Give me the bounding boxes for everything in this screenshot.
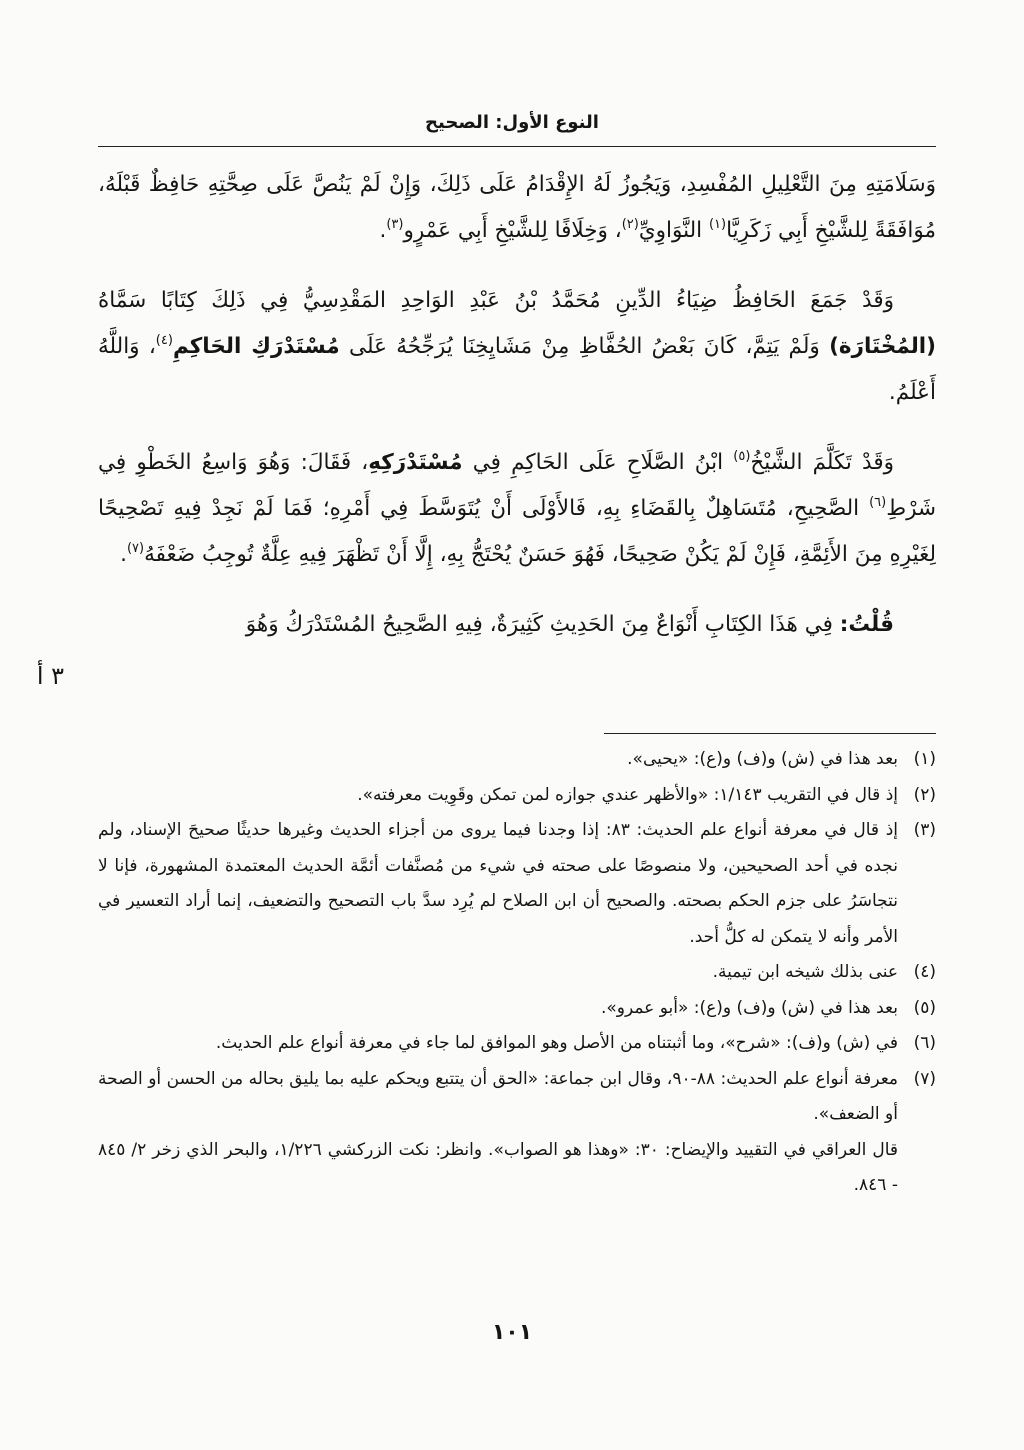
paragraph-4 [98,602,936,648]
qultu-marker: قُلْتُ: [839,612,894,637]
footnote-5 [98,991,936,1027]
footnote-number: (٥) [913,997,936,1018]
text-run: وَلَمْ يَتِمَّ، كَانَ بَعْضُ الحُفَّاظِ مِنْ مَشَايِخِنَا يُرَجِّحُهُ عَلَى [339,334,830,359]
footnote-number: (٣) [913,820,936,840]
footnote-number: (٦) [913,1033,936,1053]
footnote-text: في (ش) و(ف): «شرح»، وما أثبتناه من الأصل وهو الموافق لما جاء في معرفة أنواع علم الحديث. [215,1033,898,1053]
footnote-7 [98,1062,936,1204]
footnote-number: (٤) [913,962,936,982]
book-title-mustadrak: مُسْتَدْرَكِهِ [368,450,463,475]
footnote-text: بعد هذا في (ش) و(ف) و(ع): «أبو عمرو». [600,997,898,1018]
footnote-text: معرفة أنواع علم الحديث: ٨٨-٩٠، وقال ابن جماعة: «الحق أن يتتبع ويحكم عليه بما يليق بحاله من الحسن أو الصحة أو الضعف». [98,1068,899,1124]
footnote-ref-7[interactable]: (٧) [126,541,145,556]
footnote-6 [98,1026,936,1062]
footnote-text: إذ قال في التقريب ١/١٤٣: «والأظهر عندي جوازه لمن تمكن وقَوِيت معرفته». [357,784,898,805]
footnote-ref-6[interactable]: (٦) [869,495,887,510]
footnote-ref-3[interactable]: (٣) [386,217,404,232]
text-run: . [120,542,127,567]
footnote-ref-1[interactable]: (١) [708,217,727,232]
text-run: ، وَخِلَافًا لِلشَّيْخِ أَبِي عَمْرٍو [403,218,622,243]
footnote-separator [604,733,936,734]
footnotes [98,742,936,1204]
text-run: الصَّحِيحِ، مُتَسَاهِلٌ بِالقَضَاءِ بِهِ، فَالأَوْلَى أَنْ يُتَوَسَّطَ فِي أَمْرِهِ؛ فَمَا لَمْ نَجِدْ فِيهِ تَصْحِيحًا لِغَيْرِهِ مِنَ الأَئِمَّةِ، فَإِنْ لَمْ يَكُنْ صَحِيحًا، فَهُوَ حَسَنٌ يُحْتَجُّ بِهِ، إِلَّا أَنْ تَظْهَرَ فِيهِ عِلَّةٌ تُوجِبُ ضَعْفَهُ [98,496,936,567]
text-run: . [379,218,387,243]
footnote-continuation: قال العراقي في التقييد والإيضاح: ٣٠: «وهذا هو الصواب». وانظر: نكت الزركشي ١/٢٢٦، والبحر الذي زخر ٢/ ٨٤٥ - ٨٤٦. [98,1139,898,1195]
header-rule [98,146,936,147]
text-run: ، وَاللَّهُ أَعْلَمُ. [98,334,936,405]
footnote-number: (٧) [913,1068,936,1089]
book-title-mukhtara: (المُخْتَارَة) [829,334,937,359]
footnote-text: إذ قال في معرفة أنواع علم الحديث: ٨٣: إذا وجدنا فيما يروى من أجزاء الحديث وغيرها حديثًا صحيحَ الإسناد، ولم نجده في أحد الصحيحين، ولا منصوصًا على صحته في شيء من مُصنَّفات أئمَّة الحديث المعتمدة المشهورة، فإنا لا نتجاسَرُ على جزم الحكم بصحته. والصحيح أن ابن الصلاح لم يُرِد سدَّ باب التصحيح والتضعيف، إنما أراد التعسير في الأمر وأنه لا يتمكن له كلُّ أحد. [98,820,898,947]
book-title-mustadrak-hakim: مُسْتَدْرَكِ الحَاكِمِ [172,334,340,359]
footnote-1 [98,742,936,778]
main-text [98,162,936,648]
footnote-ref-4[interactable]: (٤) [155,333,173,348]
text-run: وَقَدْ تَكَلَّمَ الشَّيْخُ [750,450,894,475]
text-run: ابْنُ الصَّلَاحِ عَلَى الحَاكِمِ فِي [462,450,734,475]
footnote-text: عنى بذلك شيخه ابن تيمية. [712,962,898,982]
manuscript-folio-marker: ٣ أ [36,662,64,690]
text-run: وَسَلَامَتِهِ مِنَ التَّعْلِيلِ المُفْسِدِ، وَيَجُوزُ لَهُ الإِقْدَامُ عَلَى ذَلِكَ، وَإِنْ لَمْ يَنُصَّ عَلَى صِحَّتِهِ حَافِظٌ قَبْلَهُ، مُوَافَقَةً لِلشَّيْخِ أَبِي زَكَرِيَّا [98,172,936,243]
footnote-number: (٢) [913,784,936,805]
paragraph-1 [98,162,936,254]
footnote-text: بعد هذا في (ش) و(ف) و(ع): «يحيى». [627,749,898,769]
paragraph-3 [98,440,936,578]
text-run: وَقَدْ جَمَعَ الحَافِظُ ضِيَاءُ الدِّينِ مُحَمَّدُ بْنُ عَبْدِ الوَاحِدِ المَقْدِسِيُّ فِي ذَلِكَ كِتَابًا سَمَّاهُ [98,288,894,313]
footnote-2 [98,778,936,814]
footnote-4 [98,955,936,991]
footnote-text-block [98,1062,898,1204]
paragraph-2 [98,278,936,416]
running-head: النوع الأول: الصحيح [425,112,599,133]
page-number: ١٠١ [491,1320,533,1345]
footnote-ref-5[interactable]: (٥) [733,449,751,464]
footnote-3 [98,813,936,955]
footnote-number: (١) [913,749,936,769]
text-run: فِي هَذَا الكِتَابِ أَنْوَاعٌ مِنَ الحَدِيثِ كَثِيرَةٌ، فِيهِ الصَّحِيحُ المُسْتَدْرَكُ وَهُوَ [245,612,840,637]
text-run: النَّوَاوِيِّ [638,218,709,243]
footnote-ref-2[interactable]: (٢) [621,217,639,232]
text-run: ، فَقَالَ: وَهُوَ وَاسِعُ الخَطْوِ فِي شَرْطِ [98,450,936,521]
